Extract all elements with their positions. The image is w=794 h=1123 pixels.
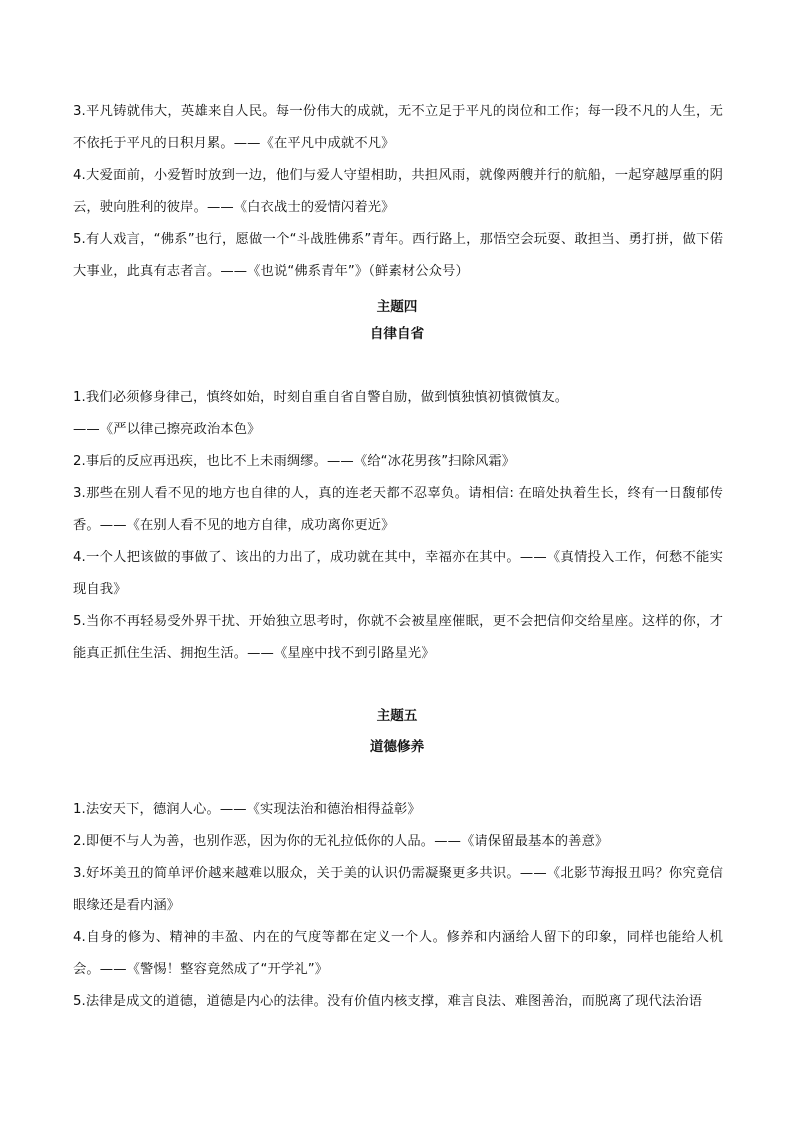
theme-title: 道德修养 bbox=[369, 739, 425, 755]
theme-heading: 主题五 bbox=[376, 708, 418, 724]
quote-paragraph: 5.当你不再轻易受外界干扰、开始独立思考时，你就不会被星座催眠，更不会把信仰交给星座。这样的你，才能真正抓住生活、拥抱生活。——《星座中找不到引路星光》 bbox=[73, 614, 723, 661]
quote-paragraph: 4.自身的修为、精神的丰盈、内在的气度等都在定义一个人。修养和内涵给人留下的印象，同样也能给人机会。——《警惕！整容竟然成了“开学礼”》 bbox=[73, 930, 723, 977]
quote-paragraph: 2.事后的反应再迅疾，也比不上未雨绸缪。——《给“冰花男孩”扫除风霜》 bbox=[73, 454, 516, 469]
quote-paragraph: 1.法安天下，德润人心。——《实现法治和德治相得益彰》 bbox=[73, 802, 421, 817]
quote-source: ——《严以律己擦亮政治本色》 bbox=[73, 422, 261, 437]
theme-title: 自律自省 bbox=[369, 326, 425, 342]
quote-paragraph: 3.那些在别人看不见的地方也自律的人，真的连老天都不忍辜负。请相信: 在暗处执着生长，终有一日馥郁传香。——《在别人看不见的地方自律，成功离你更近》 bbox=[73, 486, 723, 533]
quote-paragraph: 3.好坏美丑的简单评价越来越难以服众，关于美的认识仍需凝聚更多共识。——《北影节海报丑吗？你究竟信眼缘还是看内涵》 bbox=[73, 866, 723, 913]
quote-paragraph: 5.法律是成文的道德，道德是内心的法律。没有价值内核支撑，难言良法、难图善治，而脱离了现代法治语 bbox=[73, 994, 703, 1009]
theme-heading: 主题四 bbox=[376, 299, 418, 315]
quote-paragraph: 1.我们必须修身律己，慎终如始，时刻自重自省自警自励，做到慎独慎初慎微慎友。 bbox=[73, 390, 569, 405]
quote-paragraph: 2.即便不与人为善，也别作恶，因为你的无礼拉低你的人品。——《请保留最基本的善意》 bbox=[73, 834, 609, 849]
quote-paragraph: 4.一个人把该做的事做了、该出的力出了，成功就在其中，幸福亦在其中。——《真情投入工作，何愁不能实现自我》 bbox=[73, 550, 723, 597]
quote-paragraph: 4.大爱面前，小爱暂时放到一边，他们与爱人守望相助，共担风雨，就像两艘并行的航船，一起穿越厚重的阴云，驶向胜利的彼岸。——《白衣战士的爱情闪着光》 bbox=[73, 168, 723, 215]
quote-paragraph: 5.有人戏言，“佛系”也行，愿做一个“斗战胜佛系”青年。西行路上，那悟空会玩耍、敢担当、勇打拼，做下偌大事业，此真有志者言。——《也说“佛系青年”》（鲜素材公众号） bbox=[73, 232, 723, 279]
quote-paragraph: 3.平凡铸就伟大，英雄来自人民。每一份伟大的成就，无不立足于平凡的岗位和工作；每一段不凡的人生，无不依托于平凡的日积月累。——《在平凡中成就不凡》 bbox=[73, 104, 723, 151]
